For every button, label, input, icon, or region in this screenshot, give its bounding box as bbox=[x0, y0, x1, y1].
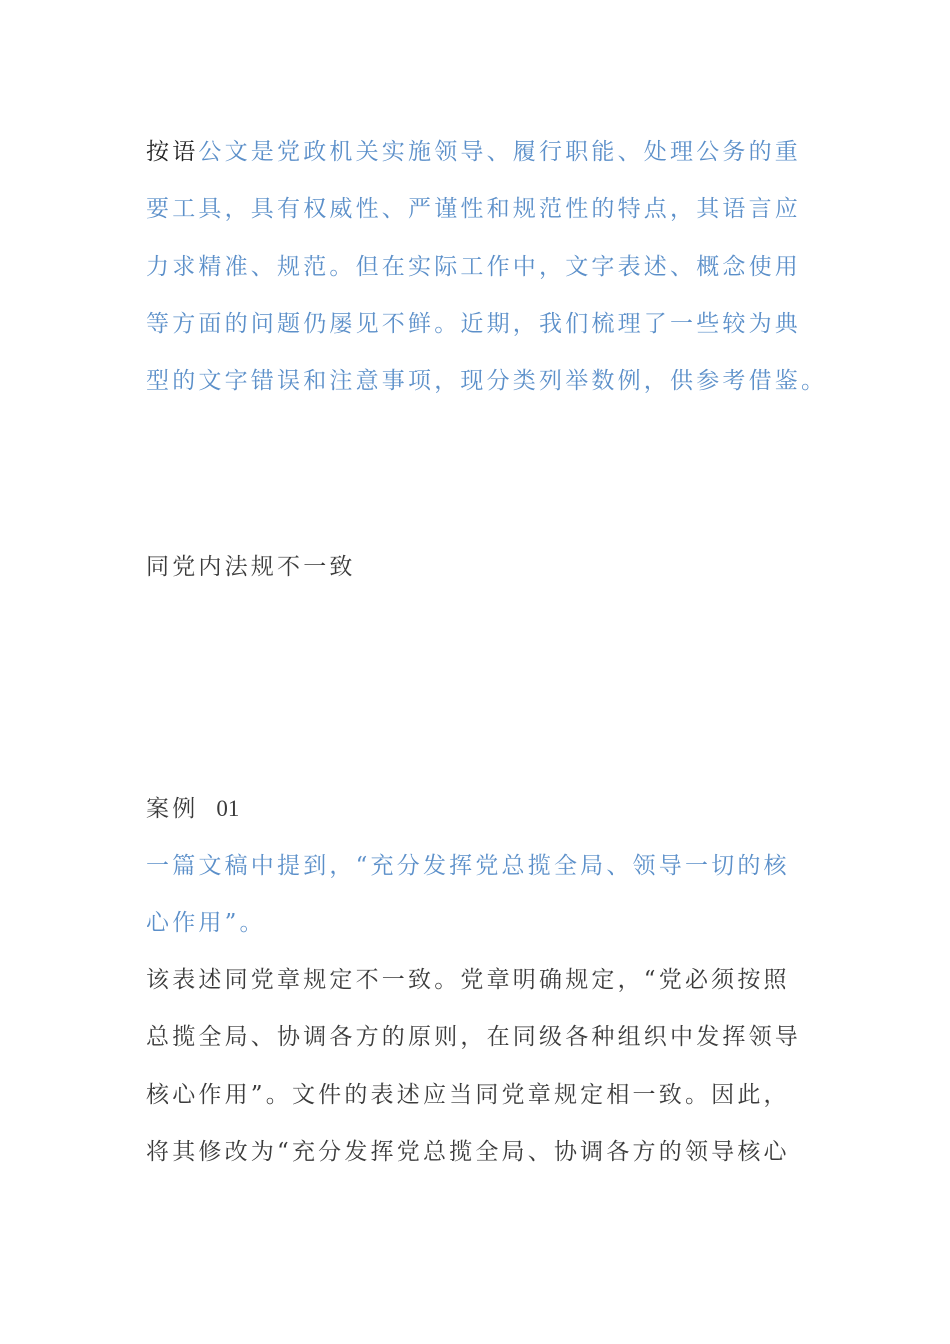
intro-line-3: 力求精准、规范。但在实际工作中，文字表述、概念使用 bbox=[146, 254, 801, 280]
intro-line-5: 型的文字错误和注意事项，现分类列举数例，供参考借鉴。 bbox=[146, 368, 828, 394]
intro-line-1 bbox=[146, 136, 801, 168]
case-body-line-3: 核心作用”。文件的表述应当同党章规定相一致。因此， bbox=[146, 1082, 790, 1108]
case-body-line-1: 该表述同党章规定不一致。党章明确规定，“党必须按照 bbox=[146, 967, 790, 993]
case-quote-line-2: 心作用”。 bbox=[146, 910, 266, 936]
intro-label: 按语 bbox=[146, 139, 199, 165]
case-body-line-4: 将其修改为“充分发挥党总揽全局、协调各方的领导核心 bbox=[146, 1139, 790, 1165]
section-heading: 同党内法规不一致 bbox=[146, 554, 356, 580]
intro-line-4: 等方面的问题仍屡见不鲜。近期，我们梳理了一些较为典 bbox=[146, 311, 801, 337]
case-number: 01 bbox=[216, 796, 240, 821]
case-quote-line-1: 一篇文稿中提到，“充分发挥党总揽全局、领导一切的核 bbox=[146, 853, 790, 879]
case-heading bbox=[146, 793, 239, 825]
intro-line-2: 要工具，具有权威性、严谨性和规范性的特点，其语言应 bbox=[146, 196, 801, 222]
case-label: 案例 bbox=[146, 796, 199, 822]
case-body-line-2: 总揽全局、协调各方的原则，在同级各种组织中发挥领导 bbox=[146, 1024, 801, 1050]
intro-text: 公文是党政机关实施领导、履行职能、处理公务的重 bbox=[198, 139, 802, 165]
